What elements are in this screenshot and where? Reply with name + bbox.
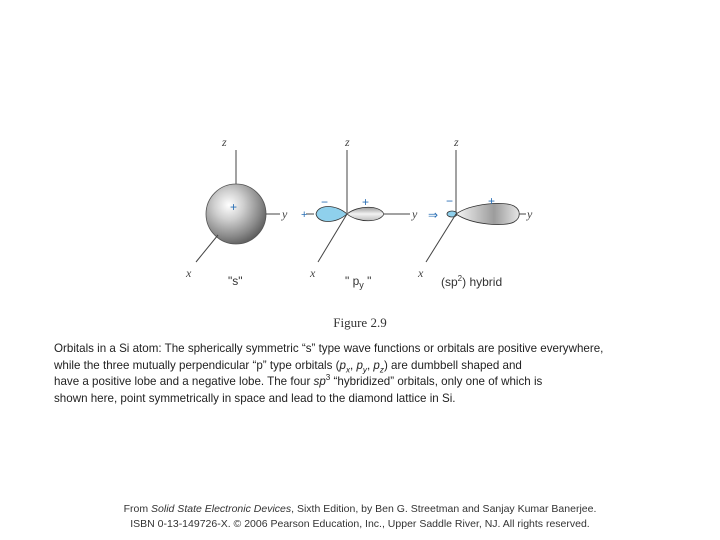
book-title: Solid State Electronic Devices bbox=[151, 503, 292, 515]
panel-py-label: " $p_y$ " bbox=[345, 274, 372, 290]
panel-s-label: "s" bbox=[228, 274, 243, 288]
caption-line: while the three mutually perpendicular “p” type orbitals ($p_x$, $p_y$, $p_z$) are dumbbell shaped and bbox=[54, 358, 522, 374]
axis-z-label: z bbox=[345, 135, 350, 149]
plus-sign: + bbox=[230, 200, 238, 214]
s-orbital-sphere bbox=[206, 184, 266, 244]
axis-y-label: y bbox=[282, 207, 288, 221]
axis-y-label: y bbox=[412, 207, 418, 221]
axis-x-label: x bbox=[418, 266, 424, 280]
axis-z-label: z bbox=[454, 135, 459, 149]
axis-x-label: x bbox=[310, 266, 316, 280]
minus-sign: − bbox=[446, 194, 454, 208]
plus-sign: + bbox=[301, 209, 308, 221]
caption-line: have a positive lobe and a negative lobe. The four $sp^3$ “hybridized” orbitals, only one of which is bbox=[54, 373, 543, 388]
axis-y-label: y bbox=[527, 207, 533, 221]
plus-sign: + bbox=[488, 194, 496, 208]
figure-caption bbox=[54, 341, 684, 407]
arrow-icon: ⇒ bbox=[428, 208, 439, 222]
caption-line: shown here, point symmetrically in space and lead to the diamond lattice in Si. bbox=[54, 391, 456, 405]
caption-line: Orbitals in a Si atom: The spherically symmetric “s” type wave functions or orbitals are positive everywhere, bbox=[54, 342, 604, 355]
panel-py-orbital bbox=[301, 135, 418, 290]
panel-hybrid-label: $(sp^2)$ hybrid bbox=[441, 274, 503, 289]
panel-s-orbital bbox=[185, 135, 288, 288]
minus-sign: − bbox=[321, 195, 329, 209]
source-credit bbox=[0, 502, 720, 532]
axis-x-label: x bbox=[186, 266, 192, 280]
credit-line: ISBN 0-13-149726-X. © 2006 Pearson Education, Inc., Upper Saddle River, NJ. All rights reserved. bbox=[130, 518, 590, 530]
py-positive-lobe bbox=[347, 207, 384, 221]
figure-title: Figure 2.9 bbox=[333, 315, 387, 330]
plus-sign: + bbox=[362, 195, 370, 209]
credit-line: From Solid State Electronic Devices, Sixth Edition, by Ben G. Streetman and Sanjay Kumar Banerjee. bbox=[123, 503, 597, 515]
axis-z-label: z bbox=[222, 135, 227, 149]
